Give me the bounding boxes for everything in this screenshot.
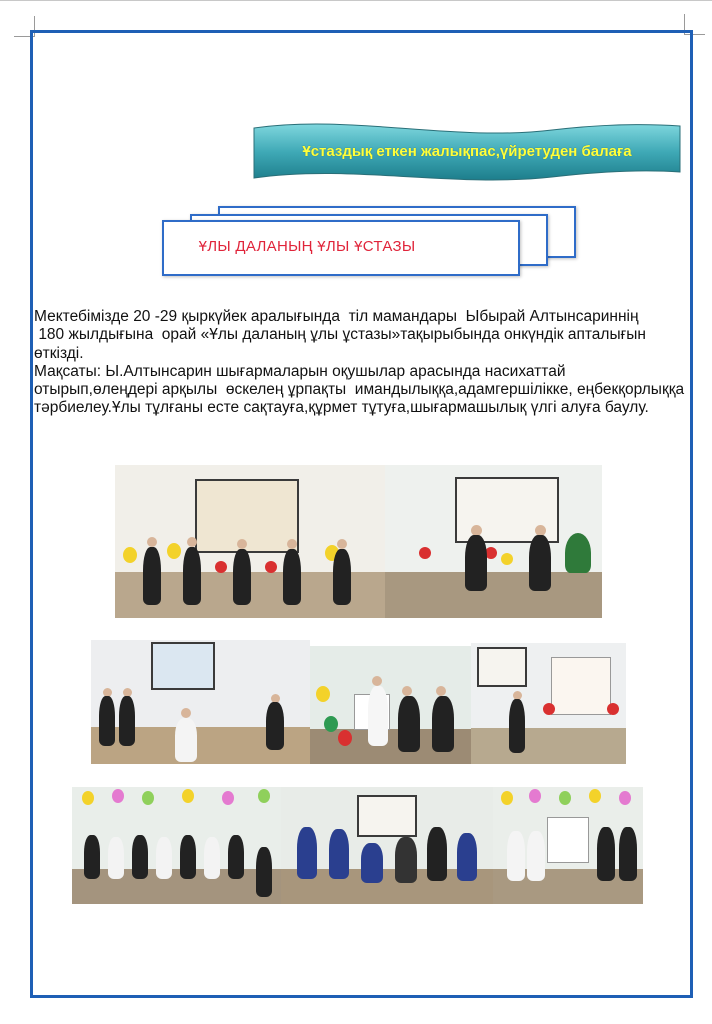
photo-event-5	[471, 643, 626, 764]
banner-text: Ұстаздық еткен жалықпас,үйретуден балаға	[302, 142, 632, 160]
banner-ribbon	[252, 120, 682, 186]
paragraph-1: Мектебімізде 20 -29 қыркүйек аралығында тіл мамандары Ыбырай Алтынсариннің	[34, 308, 639, 325]
paragraph-2: 180 жылдығына орай «Ұлы даланың ұлы ұстазы»тақырыбында онкүндік апталығын өткізді.	[34, 326, 651, 362]
page-title: ҰЛЫ ДАЛАНЫҢ ҰЛЫ ҰСТАЗЫ	[198, 237, 416, 255]
page-top-edge	[0, 0, 712, 1]
paragraph-3: Мақсаты: Ы.Алтынсарин шығармаларын оқушылар арасында насихаттай отырып,өлеңдері арқылы өскелең ұрпақты имандылыққа,адамгершілікке, еңбекқорлыққа тәрбиелеу.Ұлы тұлғаны есте сақтауға,құрмет тұтуға,шығармашылық үлгі алуға баулу.	[34, 362, 689, 417]
photo-event-1	[115, 465, 385, 618]
article-body	[34, 308, 689, 418]
photo-event-7	[281, 787, 493, 904]
photo-event-3	[91, 640, 310, 764]
photo-event-2	[385, 465, 602, 618]
photo-event-4	[310, 646, 471, 764]
photo-event-6	[72, 787, 281, 904]
photo-event-8	[493, 787, 643, 904]
